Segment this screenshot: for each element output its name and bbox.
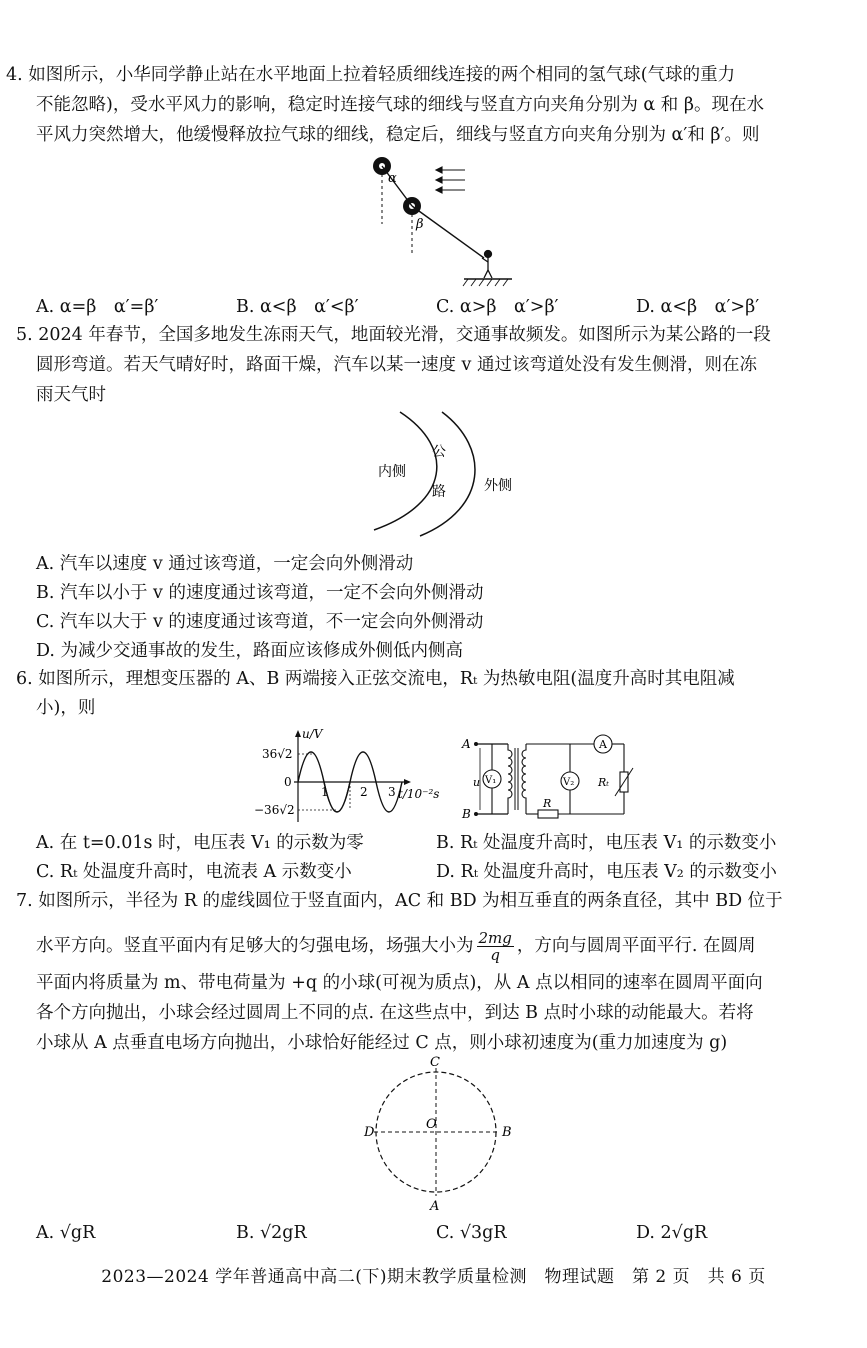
q6-line-1: 6. 如图所示，理想变压器的 A、B 两端接入正弦交流电，Rₜ 为热敏电阻(温度升高时其电阻减	[16, 669, 735, 689]
svg-text:A: A	[599, 738, 607, 751]
q5-line-1: 5. 2024 年春节，全国多地发生冻雨天气，地面较光滑，交通事故频发。如图所示为某公路的一段	[16, 325, 771, 345]
q4-option-c: C. α>β α′>β′	[436, 297, 559, 317]
q6-option-d: D. Rₜ 处温度升高时，电压表 V₂ 的示数变小	[436, 862, 777, 882]
q7-option-c: C. √3gR	[436, 1223, 507, 1243]
q5-option-c: C. 汽车以大于 v 的速度通过该弯道，不一定会向外侧滑动	[36, 612, 484, 632]
field-strength-fraction	[477, 930, 514, 963]
t2-label: 2	[360, 785, 368, 799]
q5-road-figure	[360, 408, 530, 538]
zero-label: 0	[284, 775, 292, 789]
point-c-label: C	[430, 1055, 440, 1070]
resistor-r	[538, 810, 558, 818]
point-b-label: B	[502, 1125, 512, 1140]
beta-label: β	[416, 217, 424, 232]
q6-option-a: A. 在 t=0.01s 时，电压表 V₁ 的示数为零	[36, 833, 364, 853]
svg-text:R: R	[543, 797, 552, 810]
svg-text:Rₜ: Rₜ	[598, 776, 609, 789]
t1-label: 1	[321, 785, 329, 799]
q6-option-b: B. Rₜ 处温度升高时，电压表 V₁ 的示数变小	[436, 833, 777, 853]
q5-option-b: B. 汽车以小于 v 的速度通过该弯道，一定不会向外侧滑动	[36, 583, 484, 603]
inner-side-label: 内侧	[378, 464, 406, 480]
svg-text:V₂: V₂	[563, 777, 575, 788]
ymax-label: 36√2	[262, 747, 293, 761]
point-d-label: D	[364, 1125, 375, 1140]
q6-voltage-graph	[254, 726, 454, 826]
q7-line-2-post: ，方向与圆周平面平行. 在圆周	[516, 936, 756, 956]
q4-option-a: A. α=β α′=β′	[36, 297, 159, 317]
q7-option-a: A. √gR	[36, 1223, 96, 1243]
q5-option-a: A. 汽车以速度 v 通过该弯道，一定会向外侧滑动	[36, 554, 414, 574]
terminal-a-label: A	[462, 737, 471, 751]
q6-line-2: 小)，则	[36, 698, 96, 718]
q4-balloon-figure	[360, 150, 520, 288]
wind-arrows	[436, 167, 465, 193]
q7-line-5: 小球从 A 点垂直电场方向抛出，小球恰好能经过 C 点，则小球初速度为(重力加速度为 g)	[36, 1033, 728, 1053]
point-a-label: A	[430, 1199, 440, 1214]
q5-option-d: D. 为减少交通事故的发生，路面应该修成外侧低内侧高	[36, 641, 464, 661]
terminal-b-label: B	[462, 807, 471, 821]
q7-option-d: D. 2√gR	[636, 1223, 708, 1243]
q5-line-2: 圆形弯道。若天气晴好时，路面干燥，汽车以某一速度 v 通过该弯道处没有发生侧滑，则在冻	[36, 355, 758, 375]
u-label: u	[473, 776, 481, 789]
q7-line-2-pre: 水平方向。竖直平面内有足够大的匀强电场，场强大小为	[36, 936, 474, 956]
q4-option-d: D. α<β α′>β′	[636, 297, 760, 317]
q6-transformer-circuit	[460, 734, 640, 824]
q7-line-1: 7. 如图所示，半径为 R 的虚线圆位于竖直面内，AC 和 BD 为相互垂直的两条直径，其中 BD 位于	[16, 891, 783, 911]
q4-option-b: B. α<β α′<β′	[236, 297, 359, 317]
road-label-2: 路	[432, 484, 446, 500]
fraction-denominator: q	[490, 946, 500, 964]
q7-line-3: 平面内将质量为 m、带电荷量为 +q 的小球(可视为质点)，从 A 点以相同的速率在圆周平面向	[36, 973, 763, 993]
outer-side-label: 外侧	[484, 478, 512, 494]
q7-line-2	[36, 930, 756, 963]
fraction-numerator: 2mg	[478, 929, 512, 947]
alpha-label: α	[388, 171, 397, 186]
q5-line-3: 雨天气时	[36, 385, 106, 405]
svg-text:V₁: V₁	[485, 775, 497, 786]
secondary-coil	[522, 744, 526, 814]
t3-label: 3	[388, 785, 396, 799]
primary-coil	[508, 744, 512, 814]
q6-option-c: C. Rₜ 处温度升高时，电流表 A 示数变小	[36, 862, 352, 882]
person-icon	[482, 251, 492, 279]
point-o-label: O	[426, 1117, 437, 1132]
q7-circle-figure	[360, 1054, 520, 1214]
ymin-label: −36√2	[254, 803, 295, 817]
q4-line-1: 4. 如图所示，小华同学静止站在水平地面上拉着轻质细线连接的两个相同的氢气球(气球的重力	[6, 65, 736, 85]
road-label-1: 公	[432, 444, 446, 460]
q7-option-b: B. √2gR	[236, 1223, 307, 1243]
t-axis-label: t/10⁻²s	[398, 787, 440, 801]
u-axis-label: u/V	[302, 727, 323, 741]
q4-line-3: 平风力突然增大，他缓慢释放拉气球的细线，稳定后，细线与竖直方向夹角分别为 α′和 β′。则	[36, 125, 760, 145]
q4-line-2: 不能忽略)，受水平风力的影响，稳定时连接气球的细线与竖直方向夹角分别为 α 和 β。现在水	[36, 95, 764, 115]
q7-line-4: 各个方向抛出，小球会经过圆周上不同的点. 在这些点中，到达 B 点时小球的动能最大。若将	[36, 1003, 754, 1023]
outer-curve	[420, 412, 475, 536]
page-footer: 2023—2024 学年普通高中高二(下)期末教学质量检测 物理试题 第 2 页 共 6 页	[101, 1267, 766, 1287]
